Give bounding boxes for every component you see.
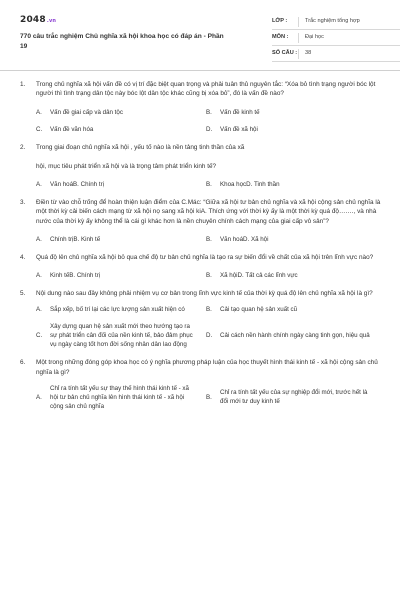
question-3: [20, 198, 382, 245]
option-d[interactable]: [206, 126, 382, 135]
option-letter: A.: [36, 306, 42, 314]
question-6: [20, 358, 382, 412]
option-text: Xã hộiD. Tất cả các lĩnh vực: [220, 272, 298, 280]
option-text: Xây dựng quan hệ sản xuất mới theo hướng tạo ra sự phát triển cân đối của nền kinh tế, bảo đảm phục vụ ngày càng tốt hơn đời sống nhân dân lao động: [50, 323, 193, 349]
option-text: Chỉ ra tính tất yếu của sự nghiệp đổi mới, trước hết là đổi mới tư duy kinh tế: [220, 389, 368, 406]
option-letter: D.: [206, 125, 213, 133]
meta-label: MÔN :: [272, 34, 289, 41]
option-text: Văn hoáB. Chính trị: [50, 181, 105, 189]
meta-label: LỚP :: [272, 18, 288, 25]
option-a[interactable]: [36, 385, 206, 412]
question-2: [20, 143, 382, 191]
question-number: 4.: [20, 253, 26, 261]
option-letter: A.: [36, 393, 42, 401]
option-b[interactable]: [206, 272, 382, 281]
option-text: Chính trịB. Kinh tế: [50, 235, 101, 243]
question-text: [36, 143, 382, 172]
option-text: Khoa họcD. Tinh thần: [220, 181, 280, 189]
option-letter: A.: [36, 272, 42, 280]
option-letter: D.: [206, 332, 213, 340]
option-text: Vấn đề xã hội: [220, 125, 258, 133]
page-header: [20, 10, 382, 68]
option-text: Sắp xếp, bố trí lại các lực lượng sản xuất hiện có: [50, 306, 185, 314]
option-letter: B.: [206, 235, 212, 243]
question-text-line-1: Trong giai đoạn chủ nghĩa xã hội , yếu tố nào là nền tảng tinh thần của xã: [36, 143, 245, 151]
options: [36, 272, 382, 281]
option-b[interactable]: [206, 181, 382, 190]
meta-value: Đại học: [305, 34, 324, 41]
logo-sub: .vn: [46, 18, 57, 24]
option-b[interactable]: [206, 385, 382, 412]
options: [36, 109, 382, 135]
option-text: Chỉ ra tính tất yếu sự thay thế hình thái kinh tế - xã hội tư bản chủ nghĩa lên hình thái kinh tế - xã hội cộng sản chủ nghĩa: [50, 384, 189, 410]
meta-value: 38: [305, 50, 312, 57]
meta-row-subject: [272, 30, 400, 46]
meta-value: Trắc nghiệm tổng hợp: [305, 18, 360, 25]
option-letter: A.: [36, 181, 42, 189]
option-letter: B.: [206, 108, 212, 116]
question-number: 3.: [20, 199, 26, 207]
option-letter: B.: [206, 181, 212, 189]
options: [36, 306, 382, 350]
option-text: Kinh tếB. Chính trị: [50, 272, 101, 280]
option-letter: A.: [36, 235, 42, 243]
option-c[interactable]: [36, 126, 206, 135]
options: [36, 181, 382, 190]
option-a[interactable]: [36, 109, 206, 118]
question-number: 2.: [20, 143, 26, 151]
option-letter: B.: [206, 306, 212, 314]
options: [36, 385, 382, 412]
question-text: Nội dung nào sau đây không phải nhiệm vụ cơ bản trong lĩnh vực kinh tế của thời kỳ quá độ lên chủ nghĩa xã hội là gì?: [36, 290, 373, 298]
question-4: [20, 253, 382, 281]
meta-row-class: [272, 14, 400, 30]
question-5: [20, 289, 382, 350]
option-a[interactable]: [36, 236, 206, 245]
option-c[interactable]: [36, 323, 206, 350]
option-a[interactable]: [36, 306, 206, 315]
question-text: Một trong những đóng góp khoa học có ý nghĩa phương pháp luận của học thuyết hình thái kinh tế - xã hội cộng sản chủ nghĩa là gì?: [36, 359, 378, 376]
option-a[interactable]: [36, 181, 206, 190]
option-letter: B.: [206, 393, 212, 401]
document-title: 770 câu trắc nghiệm Chủ nghĩa xã hội khoa học có đáp án - Phần 19: [20, 33, 224, 50]
question-1: [20, 80, 382, 135]
header-divider: [0, 70, 400, 71]
option-b[interactable]: [206, 306, 382, 315]
option-letter: C.: [36, 332, 43, 340]
option-letter: A.: [36, 108, 42, 116]
logo-main: 2048: [20, 15, 46, 25]
option-letter: B.: [206, 272, 212, 280]
question-text-line-2: hội, mục tiêu phát triển xã hội và là trọng tâm phát triển kinh tế?: [36, 162, 217, 170]
option-b[interactable]: [206, 109, 382, 118]
meta-row-count: [272, 46, 400, 62]
question-number: 6.: [20, 359, 26, 367]
option-text: Văn hoáD. Xã hội: [220, 235, 269, 243]
question-text: Điền từ vào chỗ trống để hoàn thiện luận điểm của C.Mác: “Giữa xã hội tư bản chủ nghĩa và xã hội cộng sản chủ nghĩa là một thời kỳ cải biến cách mạng từ xã hội nọ sang xã hội kiA. Thích ứng với thời kỳ ấy là một thời kỳ quá độ……., và nhà nước của thời kỳ ấy không thể là cái gì khác hơn là nền chuyên chính cách mạng của giai cấp vô sản”?: [36, 199, 381, 225]
options: [36, 236, 382, 245]
question-text: Quá độ lên chủ nghĩa xã hội bỏ qua chế độ tư bản chủ nghĩa là tạo ra sự biến đổi về chất của xã hội trên lĩnh vực nào?: [36, 253, 374, 261]
question-number: 5.: [20, 290, 26, 298]
option-b[interactable]: [206, 236, 382, 245]
option-text: Cải tạo quan hệ sản xuất cũ: [220, 306, 298, 314]
meta-table: [272, 14, 400, 62]
question-text: Trong chủ nghĩa xã hội vấn đề có vị trí đặc biệt quan trọng và phải tuân thủ nguyên tắc: “Xóa bỏ tình trạng người bóc lột người thì tình trạng dân tộc này bóc lột dân tộc khác cũng bị xóa bỏ”, đó là vấn đề nào?: [36, 81, 376, 98]
option-d[interactable]: [206, 323, 382, 350]
option-text: Vấn đề giai cấp và dân tộc: [50, 108, 123, 116]
site-logo[interactable]: [20, 14, 56, 27]
option-text: Vấn đề văn hóa: [50, 125, 94, 133]
option-letter: C.: [36, 125, 43, 133]
question-list: [20, 80, 382, 418]
meta-label: SỐ CÂU :: [272, 50, 298, 57]
option-a[interactable]: [36, 272, 206, 281]
option-text: Vấn đề kinh tế: [220, 108, 260, 116]
option-text: Cải cách nền hành chính ngày càng tinh gọn, hiệu quả: [220, 332, 370, 340]
question-number: 1.: [20, 81, 26, 88]
